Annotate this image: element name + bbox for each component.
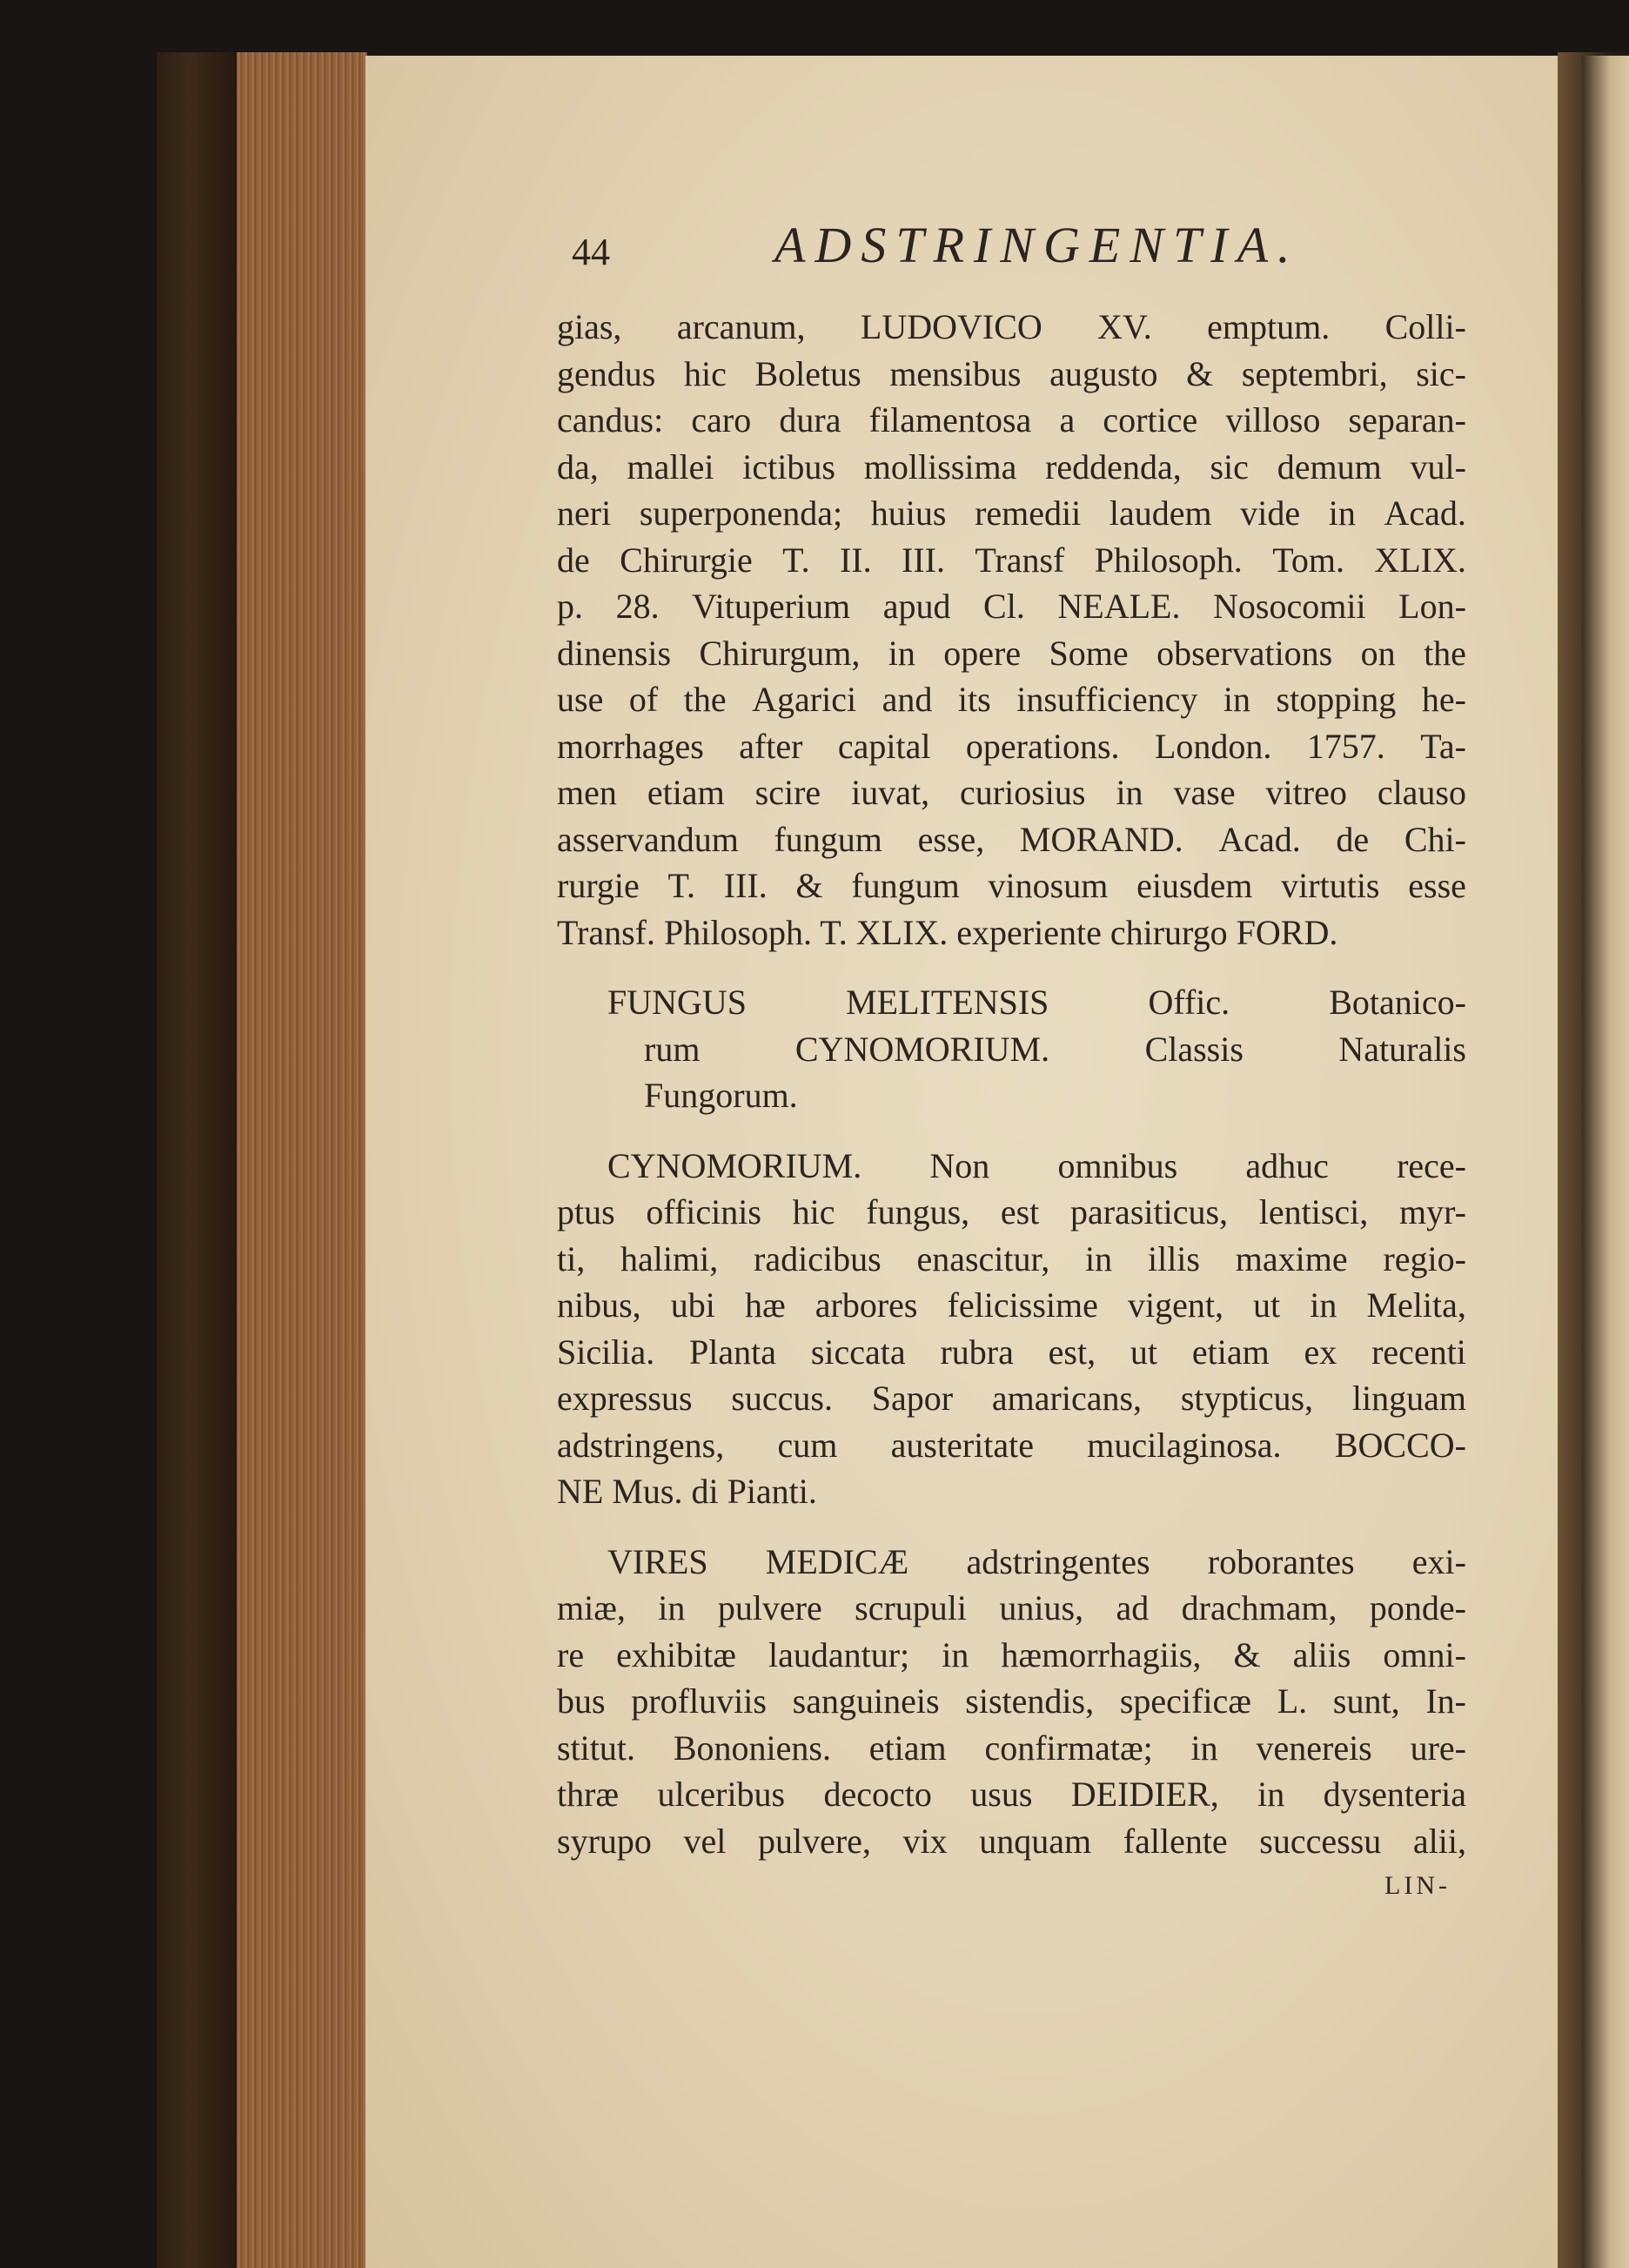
text-line: gias, arcanum, LUDOVICO XV. emptum. Colli- xyxy=(557,307,1466,346)
page-number: 44 xyxy=(572,231,610,273)
text-line: dinensis Chirurgum, in opere Some observations on the xyxy=(557,633,1466,673)
paragraph-cynomorium xyxy=(557,1143,1466,1515)
spacer xyxy=(557,1515,1466,1539)
text-line: use of the Agarici and its insufficiency in stopping he- xyxy=(557,680,1466,719)
text-line: ti, halimi, radicibus enascitur, in illis maxime regio- xyxy=(557,1238,1466,1278)
page-text xyxy=(557,217,1466,1909)
text-line: p. 28. Vituperium apud Cl. NEALE. Nosocomii Lon- xyxy=(557,587,1466,626)
page-header xyxy=(557,217,1466,292)
running-head: ADSTRINGENTIA. xyxy=(774,217,1300,273)
text-line: rurgie T. III. & fungum vinosum eiusdem virtutis esse xyxy=(557,866,1466,905)
text-line: asservandum fungum esse, MORAND. Acad. de Chi- xyxy=(557,819,1466,859)
text-line: men etiam scire iuvat, curiosius in vase vitreo clauso xyxy=(557,773,1466,812)
text-line: neri superponenda; huius remedii laudem vide in Acad. xyxy=(557,493,1466,533)
text-line: Transf. Philosoph. T. XLIX. experiente chirurgo FORD. xyxy=(557,912,1338,952)
text-line: morrhages after capital operations. London. 1757. Ta- xyxy=(557,726,1466,766)
heading-line: FUNGUS MELITENSIS Offic. Botanico- xyxy=(607,983,1466,1022)
text-line: NE Mus. di Pianti. xyxy=(557,1472,817,1511)
right-page-edge xyxy=(1582,56,1629,2268)
page-edges xyxy=(237,52,367,2268)
text-line: VIRES MEDICÆ adstringentes roborantes exi- xyxy=(607,1541,1466,1581)
text-line: gendus hic Boletus mensibus augusto & septembri, sic- xyxy=(557,353,1466,393)
text-line: candus: caro dura filamentosa a cortice villoso separan- xyxy=(557,400,1466,440)
text-line: miæ, in pulvere scrupuli unius, ad drachmam, ponde- xyxy=(557,1588,1466,1627)
spacer xyxy=(557,956,1466,979)
heading-line: rum CYNOMORIUM. Classis Naturalis xyxy=(644,1029,1466,1069)
text-line: ptus officinis hic fungus, est parasiticus, lentisci, myr- xyxy=(557,1192,1466,1231)
spacer xyxy=(557,1119,1466,1143)
text-line: CYNOMORIUM. Non omnibus adhuc rece- xyxy=(607,1145,1466,1185)
text-line: da, mallei ictibus mollissima reddenda, sic demum vul- xyxy=(557,446,1466,486)
paragraph-vires-medicae xyxy=(557,1539,1466,1865)
text-line: thræ ulceribus decocto usus DEIDIER, in dysenteria xyxy=(557,1775,1466,1814)
text-line: nibus, ubi hæ arbores felicissime vigent, ut in Melita, xyxy=(557,1285,1466,1325)
text-line: bus profluviis sanguineis sistendis, specificæ L. sunt, In- xyxy=(557,1681,1466,1721)
text-line: stitut. Bononiens. etiam confirmatæ; in venereis ure- xyxy=(557,1728,1466,1768)
heading-line: Fungorum. xyxy=(644,1076,798,1115)
text-line: re exhibitæ laudantur; in hæmorrhagiis, & aliis omni- xyxy=(557,1634,1466,1674)
paragraph-continuation xyxy=(557,304,1466,956)
text-line: de Chirurgie T. II. III. Transf Philosoph. Tom. XLIX. xyxy=(557,540,1466,580)
book-cover-edge xyxy=(157,52,239,2268)
text-line: expressus succus. Sapor amaricans, stypticus, linguam xyxy=(557,1379,1466,1418)
catchword: LIN- xyxy=(1384,1871,1451,1900)
entry-heading xyxy=(557,979,1466,1119)
text-line: Sicilia. Planta siccata rubra est, ut etiam ex recenti xyxy=(557,1332,1466,1372)
text-line: syrupo vel pulvere, vix unquam fallente successu alii, xyxy=(557,1821,1466,1861)
text-line: adstringens, cum austeritate mucilaginosa. BOCCO- xyxy=(557,1425,1466,1465)
